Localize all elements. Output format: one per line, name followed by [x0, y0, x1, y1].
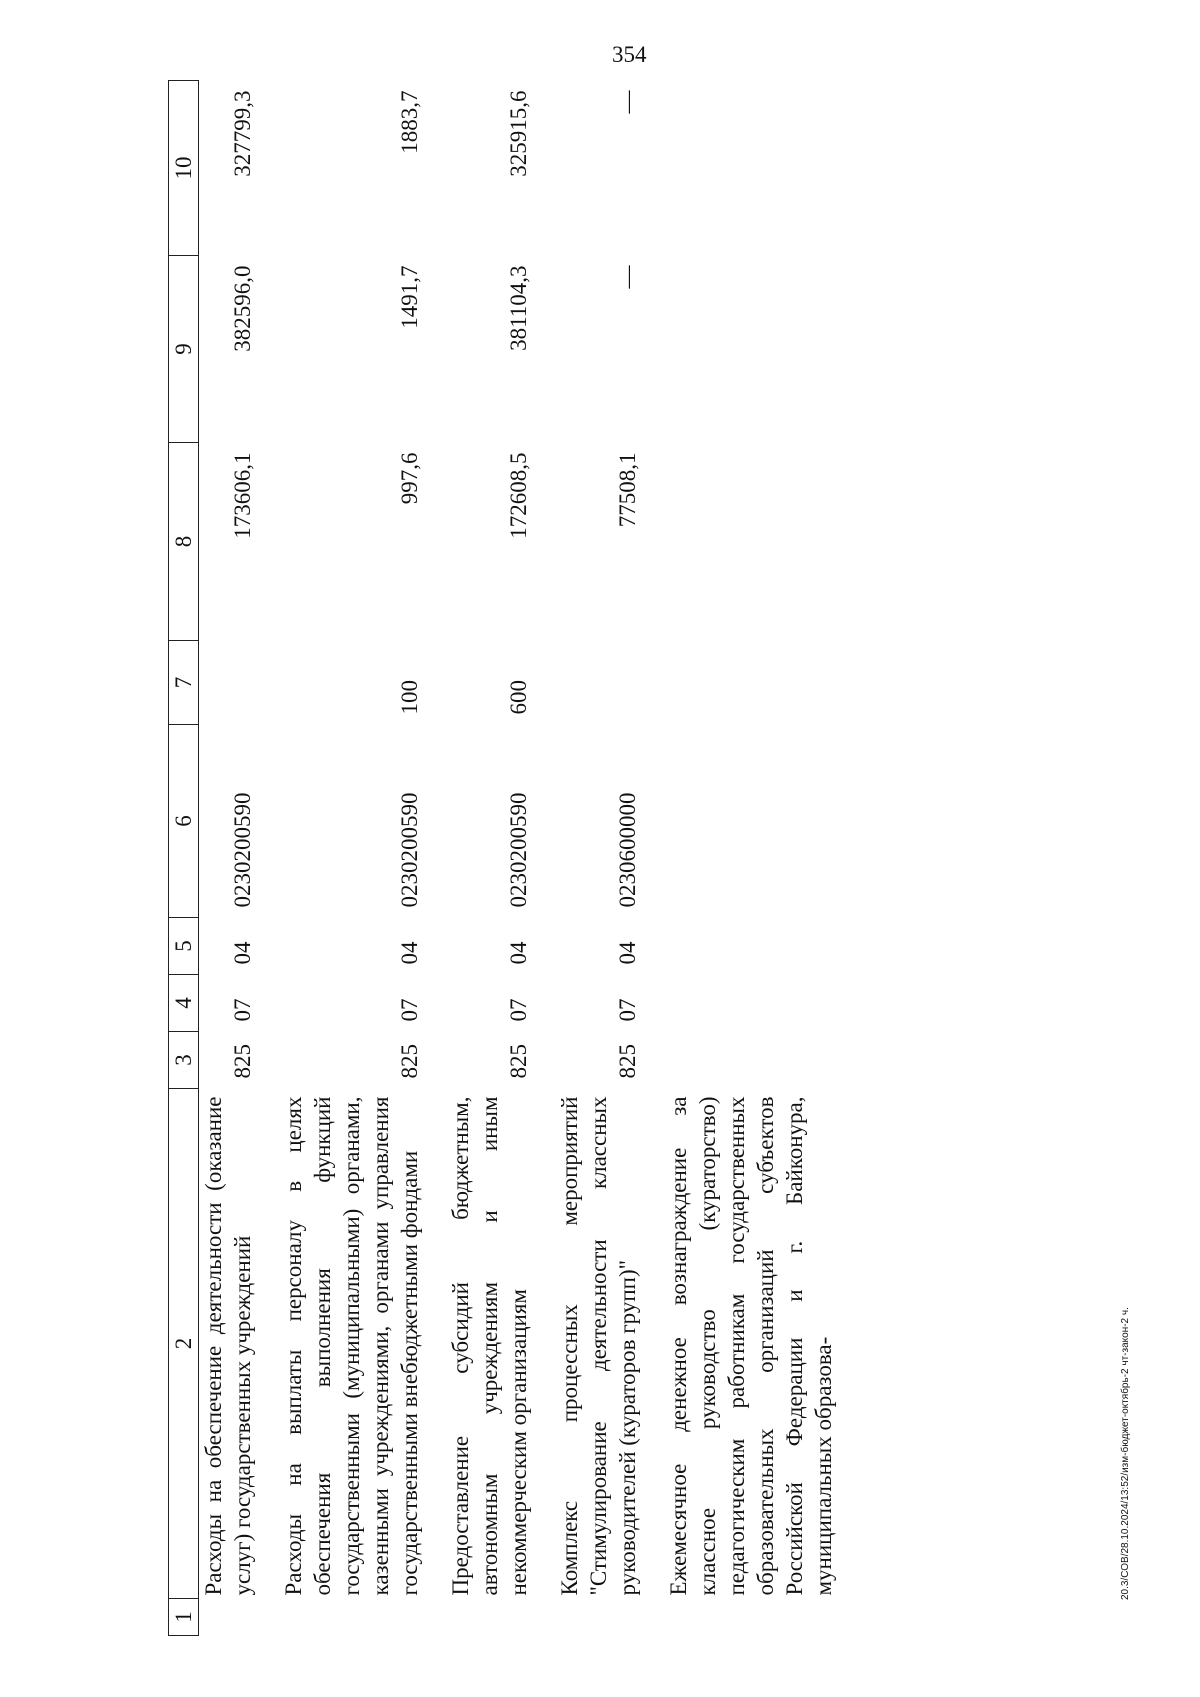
column-header: 10: [169, 81, 199, 256]
expense-type-code: [555, 641, 664, 725]
column-header: 9: [169, 256, 199, 443]
target-article-code: 0230200590: [397, 792, 422, 908]
section-code: 07: [397, 998, 422, 1022]
row-description: Расходы на выплаты персоналу в целях обеспечения выполнения функций государственными (муниципальными) органами, казенными учреждениями, органами управления государственными внебюджетными фондами: [281, 1096, 422, 1596]
amount-col-8: [664, 443, 860, 641]
column-header: 1: [169, 1599, 199, 1636]
section-code: 07: [615, 998, 640, 1022]
subsection-code: 04: [506, 941, 531, 965]
amount-col-8: 77508,1: [615, 452, 640, 528]
amount-col-9: 1491,7: [397, 265, 422, 329]
column-header: 6: [169, 725, 199, 918]
amount-col-10: 1883,7: [397, 90, 422, 154]
row-description: Расходы на обеспечение деятельности (оказание услуг) государственных учреждений: [201, 1096, 255, 1596]
amount-col-9: 382596,0: [230, 265, 255, 352]
row-description: Ежемесячное денежное вознаграждение за классное руководство (кураторство) педагогическим работникам государственных образовательных организаций субъектов Российской Федерации и г. Байконура, муниципальных образова-: [666, 1096, 836, 1596]
amount-col-10: [664, 81, 860, 256]
subsection-code: 04: [397, 941, 422, 965]
ministry-code: 825: [230, 1044, 255, 1079]
amount-col-10: 327799,3: [230, 90, 255, 177]
section-code: [664, 975, 860, 1032]
ministry-code: [664, 1032, 860, 1089]
expense-type-code: [664, 641, 860, 725]
row-description: Комплекс процессных мероприятий "Стимулирование деятельности классных руководителей (кураторов групп)": [557, 1096, 640, 1596]
table-row: [664, 81, 860, 1636]
amount-col-10: 325915,6: [506, 90, 531, 177]
amount-col-9: 381104,3: [506, 265, 531, 351]
budget-table: [168, 80, 860, 1636]
document-footer: 20.3/СОВ/28.10.2024/13:52/изм-бюджет-октябрь-2 чт-закон-2 ч.: [1120, 1307, 1131, 1600]
ministry-code: 825: [397, 1044, 422, 1079]
table-row: [279, 81, 446, 1636]
amount-col-9: [664, 256, 860, 443]
column-header: 2: [169, 1089, 199, 1599]
section-code: 07: [230, 998, 255, 1022]
subsection-code: [664, 918, 860, 975]
amount-col-9: —: [615, 265, 640, 289]
table-row: [555, 81, 664, 1636]
expense-type-code: 600: [506, 680, 531, 715]
column-header: 5: [169, 918, 199, 975]
ministry-code: 825: [615, 1044, 640, 1079]
budget-table-rotated: [168, 81, 860, 1636]
amount-col-8: 997,6: [397, 452, 422, 505]
amount-col-8: 172608,5: [506, 452, 531, 539]
ministry-code: 825: [506, 1044, 531, 1079]
target-article-code: 0230200590: [506, 792, 531, 908]
column-header: 3: [169, 1032, 199, 1089]
table-header-row: [169, 81, 199, 1636]
expense-type-code: [199, 641, 280, 725]
target-article-code: 0230600000: [615, 792, 640, 908]
subsection-code: 04: [615, 941, 640, 965]
target-article-code: [664, 725, 860, 918]
column-header: 7: [169, 641, 199, 725]
expense-type-code: 100: [397, 680, 422, 715]
table-row: [199, 81, 280, 1636]
subsection-code: 04: [230, 941, 255, 965]
amount-col-10: —: [615, 90, 640, 114]
column-header: 4: [169, 975, 199, 1032]
page-number: 354: [612, 42, 647, 67]
row-description: Предоставление субсидий бюджетным, автономным учреждениям и иным некоммерческим организациям: [448, 1096, 531, 1596]
table-row: [446, 81, 555, 1636]
column-header: 8: [169, 443, 199, 641]
amount-col-8: 173606,1: [230, 452, 255, 539]
target-article-code: 0230200590: [230, 792, 255, 908]
section-code: 07: [506, 998, 531, 1022]
